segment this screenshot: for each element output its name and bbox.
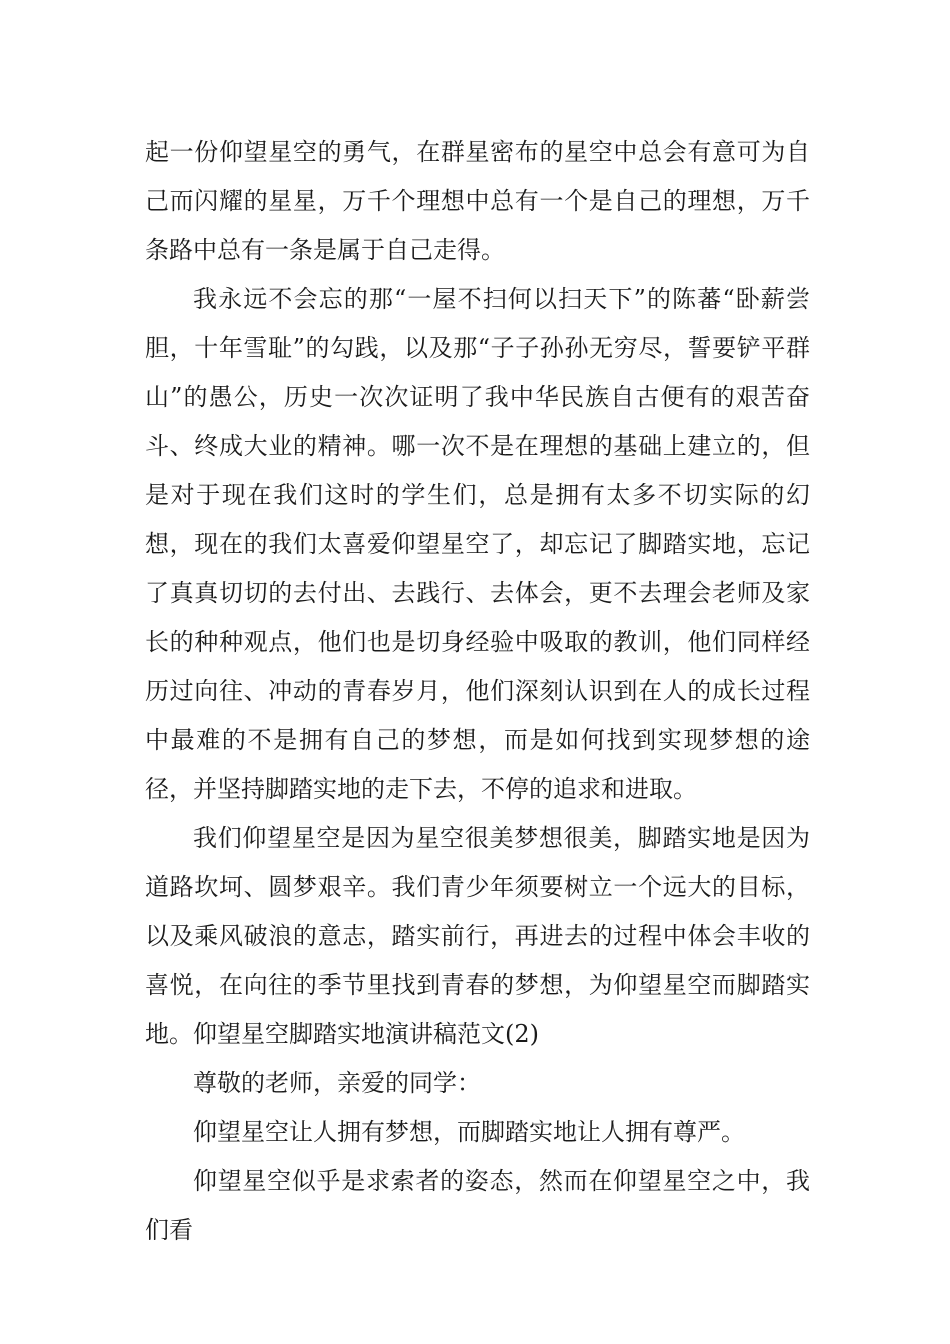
paragraph-1: 起一份仰望星空的勇气，在群星密布的星空中总会有意可为自己而闪耀的星星，万千个理想中总有一个是自己的理想，万千条路中总有一条是属于自己走得。 bbox=[145, 138, 810, 264]
salutation-paragraph: 尊敬的老师，亲爱的同学： bbox=[193, 1069, 481, 1097]
paragraph-2: 我永远不会忘的那“一屋不扫何以扫天下”的陈蕃“卧薪尝胆，十年雪耻”的勾践，以及那“子子孙孙无穷尽，誓要铲平群山”的愚公，历史一次次证明了我中华民族自古便有的艰苦奋斗、终成大业的精神。哪一次不是在理想的基础上建立的，但是对于现在我们这时的学生们，总是拥有太多不切实际的幻想，现在的我们太喜爱仰望星空了，却忘记了脚踏实地，忘记了真真切切的去付出、去践行、去体会，更不去理会老师及家长的种种观点，他们也是切身经验中吸取的教训，他们同样经历过向往、冲动的青春岁月，他们深刻认识到在人的成长过程中最难的不是拥有自己的梦想，而是如何找到实现梦想的途径，并坚持脚踏实地的走下去，不停的追求和进取。 bbox=[145, 285, 810, 803]
paragraph-5: 仰望星空让人拥有梦想，而脚踏实地让人拥有尊严。 bbox=[193, 1118, 745, 1146]
paragraph-6: 仰望星空似乎是求索者的姿态，然而在仰望星空之中，我们看 bbox=[145, 1167, 810, 1244]
paragraph-3: 我们仰望星空是因为星空很美梦想很美，脚踏实地是因为道路坎坷、圆梦艰辛。我们青少年须要树立一个远大的目标，以及乘风破浪的意志，踏实前行，再进去的过程中体会丰收的喜悦，在向往的季节里找到青春的梦想，为仰望星空而脚踏实地。仰望星空脚踏实地演讲稿范文(2) bbox=[145, 824, 810, 1048]
document-body bbox=[145, 128, 810, 1255]
